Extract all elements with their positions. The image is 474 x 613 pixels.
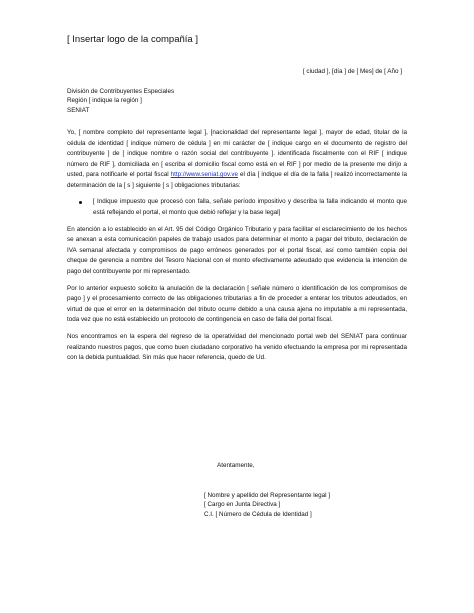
signature-name: [ Nombre y apellido del Representante legal ] <box>204 492 331 499</box>
recipient-address <box>67 87 174 115</box>
logo-placeholder: [ Insertar logo de la compañía ] <box>67 34 198 45</box>
intro-text-continued: el día [ indique el día de la falla ] realizó incorrectamente la determinación de la [ s ] siguiente [ s ] obligaciones tributarias: <box>67 171 407 189</box>
address-line-seniat: SENIAT <box>67 106 90 114</box>
bullet-text: [ Indique impuesto que procesó con falla, señale período impositivo y describa la falla indicando el monto que está reflejando el portal, el monto que debió reflejar y la base legal] <box>93 198 407 216</box>
list-item <box>67 197 407 218</box>
signature-block <box>204 491 330 519</box>
paragraph-attachments: En atención a lo establecido en el Art. 95 del Código Orgánico Tributario y para facilitar el esclarecimiento de los hechos se anexan a esta comunicación papeles de trabajo usados para determinar el monto a pagar del tributo, declaración de IVA semanal afectada y compromisos de pago erróneos generados por el portal fiscal, así como también copia del cheque de gerencia a nombre del Tesoro Nacional con el monto efectivamente adeudado que evidencia la intención de pago del contribuyente por mi representado. <box>67 225 407 275</box>
date-line: [ ciudad ], [día ] de [ Mes] de [ Año ] <box>302 68 402 75</box>
intro-text: Yo, [ nombre completo del representante legal ], [nacionalidad del representante legal ], mayor de edad, titular de la cédula de identidad [ indique número de cédula ] en mi carácter de [ indique cargo en el documento de registro del contribuyente ] de [ indique nombre o razón social del contribuyente ]. identificada fiscalmente con el RIF [ indique número de RIF ], domiciliada en [ escriba el domicilio fiscal como está en el RIF ] por medio de la presente me dirijo a usted, para notificarle el portal fiscal <box>67 129 407 178</box>
signature-position: [ Cargo en Junta Directiva ] <box>204 501 281 509</box>
bullet-icon <box>79 201 82 204</box>
letter-body <box>67 128 407 370</box>
closing-salutation: Atentamente, <box>217 462 255 469</box>
seniat-link[interactable]: http://www.seniat.gov.ve <box>170 171 239 178</box>
address-line-division: División de Contribuyentes Especiales <box>67 88 175 95</box>
signature-id: C.I. [ Número de Cédula de Identidad ] <box>204 510 312 518</box>
paragraph-closing-remarks: Nos encontramos en la espera del regreso de la operatividad del mencionado portal web del SENIAT para continuar realizando nuestros pagos, que como buen ciudadano corporativo ha venido efectuando la empresa por mi representada con la debida puntualidad. Sin más que hacer referencia, quedo de Ud. <box>67 333 407 362</box>
paragraph-introduction <box>67 128 407 191</box>
paragraph-request: Por lo anterior expuesto solicito la anulación de la declaración [ señale número o identificación de los compromisos de pago ] y el procesamiento correcto de las obligaciones tributarias a fin de proceder a enterar los tributos adeudados, en virtud de que el error en la determinación del tributo ocurre debido a una causa ajena no imputable a mi representada, toda vez que no está establecido un protocolo de contingencia en caso de falla del portal fiscal. <box>67 284 407 324</box>
address-line-region: Región [ indique la región ] <box>67 97 142 105</box>
